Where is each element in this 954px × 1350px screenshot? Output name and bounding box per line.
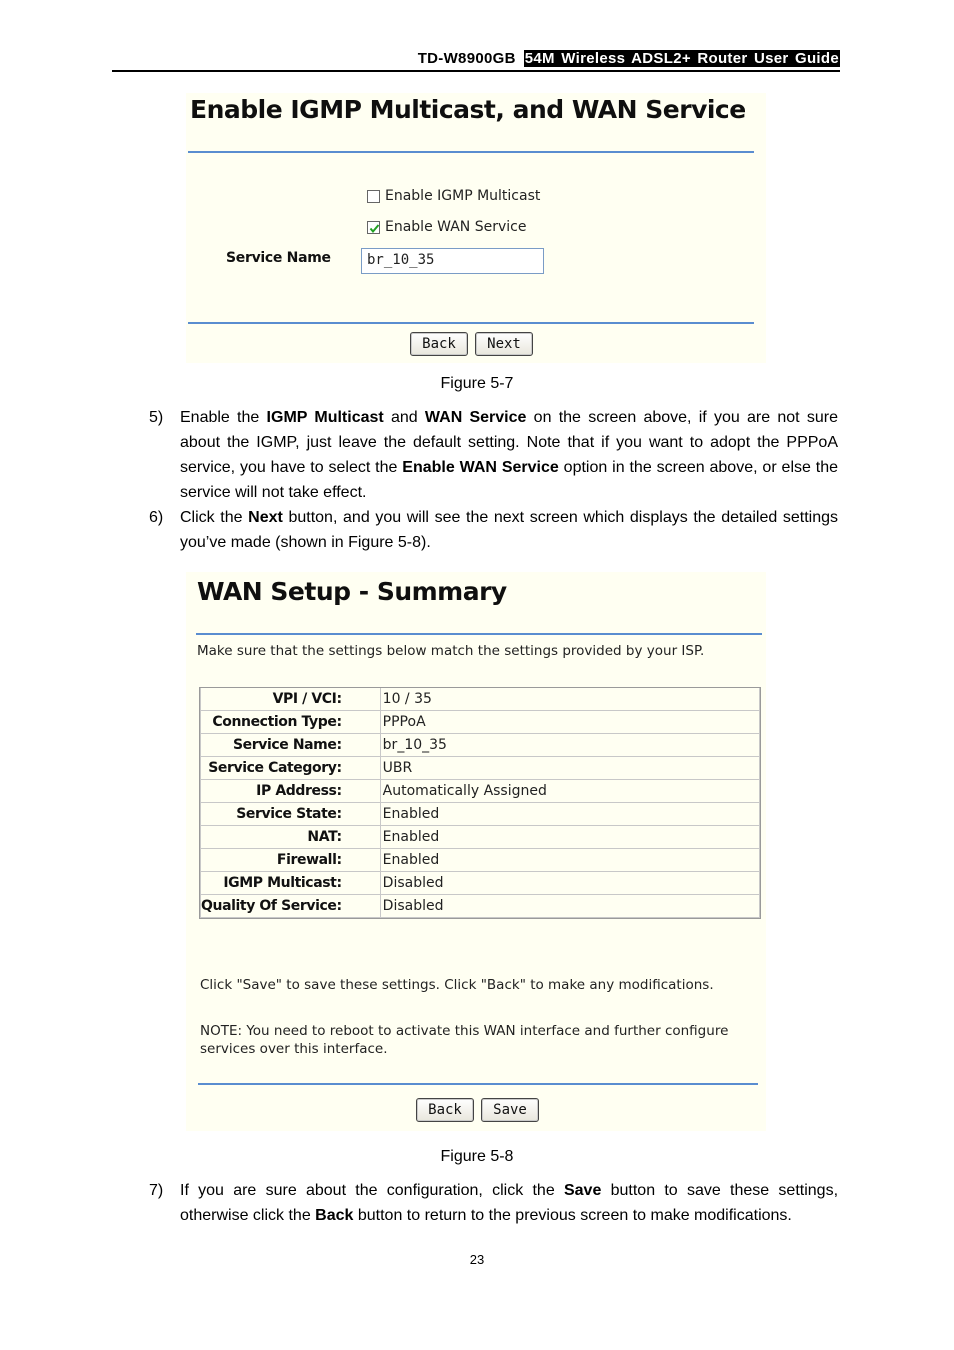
table-row (200, 757, 760, 780)
setting-value: Enabled (381, 803, 760, 826)
table-row (200, 849, 760, 872)
service-name-label: Service Name (226, 250, 331, 266)
setting-value: Enabled (381, 826, 760, 849)
step-5-number: 5) (149, 409, 164, 426)
setting-label: VPI / VCI: (200, 688, 381, 711)
top-divider (196, 633, 762, 635)
text-run: If you are sure about the configuration, click the (180, 1182, 564, 1199)
bottom-divider (188, 322, 754, 324)
bold-run: Save (563, 1182, 602, 1199)
setting-value: Enabled (381, 849, 760, 872)
bold-run: WAN Service (424, 409, 527, 426)
bold-run: IGMP Multicast (266, 409, 384, 426)
bold-run: Enable WAN Service (402, 459, 559, 476)
text-run: option in the screen above, or else the service will not take effect. (180, 459, 839, 501)
setting-value: PPPoA (381, 711, 760, 734)
checkmark-icon (368, 222, 381, 235)
text-run: Click the (180, 509, 249, 526)
step-5-text (180, 405, 838, 505)
step-7-text (180, 1178, 838, 1228)
text-run: button to save these settings, otherwise click the (180, 1182, 839, 1224)
page-header (112, 49, 840, 69)
setting-label: Quality Of Service: (200, 895, 381, 918)
setting-value: UBR (381, 757, 760, 780)
text-run: and (383, 409, 425, 426)
text-run: Enable the (180, 409, 267, 426)
header-model: TD-W8900GB (417, 50, 516, 67)
step-7-number: 7) (149, 1182, 164, 1199)
setting-value: br_10_35 (381, 734, 760, 757)
header-rule (112, 70, 840, 72)
text-run: on the screen above, if you are not sure about the IGMP, just leave the default setting. Note that if you want to adopt the PPPoA service, you have to select the (180, 409, 838, 476)
setting-label: NAT: (200, 826, 381, 849)
table-row (200, 688, 760, 711)
step-6-text (180, 505, 838, 555)
table-row (200, 872, 760, 895)
igmp-multicast-label: Enable IGMP Multicast (385, 188, 541, 204)
setting-label: Firewall: (200, 849, 381, 872)
top-divider (188, 151, 754, 153)
setting-value: Automatically Assigned (381, 780, 760, 803)
figure-5-7-caption: Figure 5-7 (440, 375, 514, 392)
table-row (200, 711, 760, 734)
bottom-divider (198, 1083, 758, 1085)
figure-5-8-screenshot (186, 572, 766, 1131)
igmp-page-title: Enable IGMP Multicast, and WAN Service (190, 95, 746, 124)
service-name-input[interactable]: br_10_35 (361, 248, 544, 274)
back-button[interactable]: Back (416, 1098, 474, 1122)
back-button[interactable]: Back (410, 332, 468, 356)
setting-label: Service Category: (200, 757, 381, 780)
setting-label: Service Name: (200, 734, 381, 757)
setting-value: Disabled (381, 895, 760, 918)
wan-service-checkbox[interactable] (367, 221, 380, 234)
table-row (200, 826, 760, 849)
table-row (200, 803, 760, 826)
igmp-multicast-checkbox[interactable] (367, 190, 380, 203)
summary-intro: Make sure that the settings below match the settings provided by your ISP. (197, 643, 705, 659)
summary-table (199, 687, 761, 919)
setting-value: 10 / 35 (381, 688, 760, 711)
header-guide-title: 54M Wireless ADSL2+ Router User Guide (524, 50, 839, 67)
text-run: button to return to the previous screen to make modifications. (353, 1207, 792, 1224)
table-row (200, 734, 760, 757)
reboot-note-line-2: services over this interface. (200, 1041, 388, 1057)
figure-5-7-screenshot (186, 93, 766, 363)
step-6-number: 6) (149, 509, 164, 526)
reboot-note-line-1: NOTE: You need to reboot to activate this WAN interface and further configure (200, 1023, 729, 1039)
next-button[interactable]: Next (475, 332, 533, 356)
figure-5-8-caption: Figure 5-8 (440, 1148, 514, 1165)
save-instructions: Click "Save" to save these settings. Click "Back" to make any modifications. (200, 977, 714, 993)
text-run: button, and you will see the next screen which displays the detailed settings you’ve made (shown in Figure 5-8). (180, 509, 839, 551)
save-button[interactable]: Save (481, 1098, 539, 1122)
bold-run: Next (248, 509, 283, 526)
setting-label: IGMP Multicast: (200, 872, 381, 895)
table-row (200, 780, 760, 803)
summary-page-title: WAN Setup - Summary (197, 577, 507, 606)
setting-label: IP Address: (200, 780, 381, 803)
setting-value: Disabled (381, 872, 760, 895)
table-row (200, 895, 760, 918)
page-number: 23 (469, 1252, 485, 1267)
setting-label: Service State: (200, 803, 381, 826)
setting-label: Connection Type: (200, 711, 381, 734)
wan-service-label: Enable WAN Service (385, 219, 527, 235)
bold-run: Back (315, 1207, 354, 1224)
